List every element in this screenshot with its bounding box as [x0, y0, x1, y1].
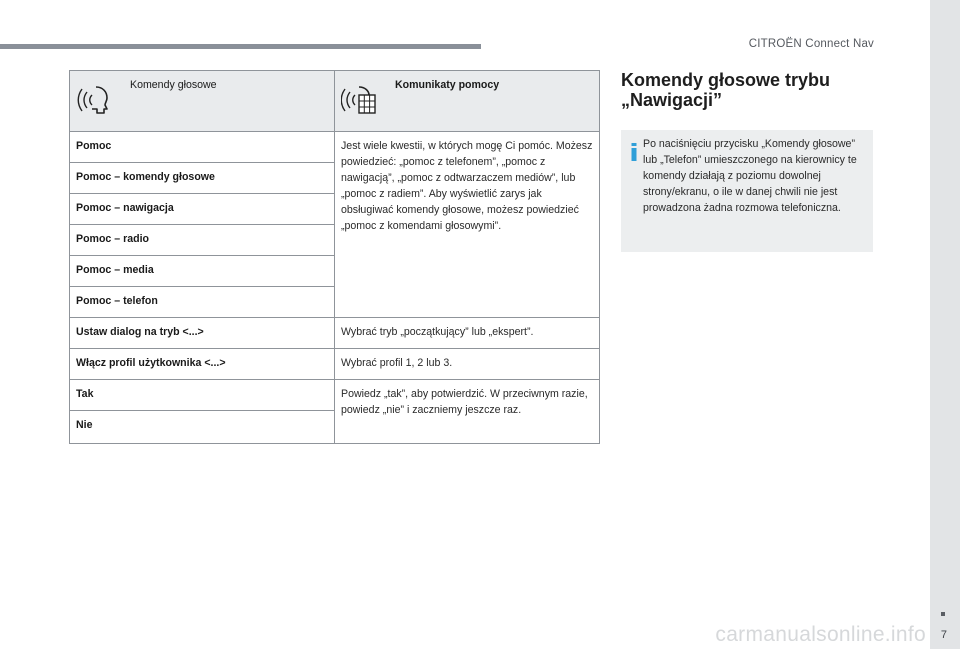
table-row: [70, 349, 600, 380]
table-row: [70, 380, 600, 411]
command-cell: Pomoc – radio: [70, 225, 335, 256]
command-cell: Tak: [70, 380, 335, 411]
voice-command-icon: [76, 81, 112, 117]
header-label-commands: Komendy głosowe: [130, 79, 217, 91]
header-cell-commands: [70, 71, 335, 132]
response-cell: Powiedz „tak”, aby potwierdzić. W przeciwnym razie, powiedz „nie” i zaczniemy jeszcze raz.: [335, 380, 600, 444]
info-icon: [630, 143, 638, 161]
page-side-strip: [930, 0, 960, 649]
response-cell-help: Jest wiele kwestii, w których mogę Ci pomóc. Możesz powiedzieć: „pomoc z telefonem”, „pomoc z nawigacją”, „pomoc z odtwarzaczem mediów”, lub „pomoc z radiem”. Aby wyświetlić zarys jak obsługiwać komendy głosowe, możesz powiedzieć „pomoc z komendami głosowymi”.: [335, 132, 600, 318]
command-cell: Nie: [70, 411, 335, 444]
table-row: [70, 132, 600, 163]
command-cell: Pomoc – nawigacja: [70, 194, 335, 225]
command-cell: Pomoc – komendy głosowe: [70, 163, 335, 194]
command-cell: Pomoc – telefon: [70, 287, 335, 318]
header-rule: [0, 44, 481, 49]
page-number: 7: [940, 629, 947, 641]
voice-commands-table: [69, 70, 600, 444]
watermark: carmanualsonline.info: [715, 623, 926, 646]
brand-label: CITROËN Connect Nav: [748, 38, 874, 50]
info-text: Po naciśnięciu przycisku „Komendy głosowe” lub „Telefon” umieszczonego na kierownicy te komendy działają z poziomu dowolnej strony/ekranu, o ile w danej chwili nie jest prowadzona żadna rozmowa telefoniczna.: [643, 138, 857, 214]
command-cell: Ustaw dialog na tryb <...>: [70, 318, 335, 349]
header-label-help: Komunikaty pomocy: [395, 79, 500, 91]
page-marker: [941, 612, 945, 616]
response-cell: Wybrać profil 1, 2 lub 3.: [335, 349, 600, 380]
response-cell: Wybrać tryb „początkujący” lub „ekspert”.: [335, 318, 600, 349]
table-row: [70, 318, 600, 349]
header-cell-help: [335, 71, 600, 132]
command-cell: Włącz profil użytkownika <...>: [70, 349, 335, 380]
table-header-row: [70, 71, 600, 132]
command-cell: Pomoc: [70, 132, 335, 163]
command-cell: Pomoc – media: [70, 256, 335, 287]
voice-help-messages-icon: [341, 81, 377, 117]
info-box: [621, 130, 873, 252]
section-title: Komendy głosowe trybu „Nawigacji”: [621, 70, 831, 110]
